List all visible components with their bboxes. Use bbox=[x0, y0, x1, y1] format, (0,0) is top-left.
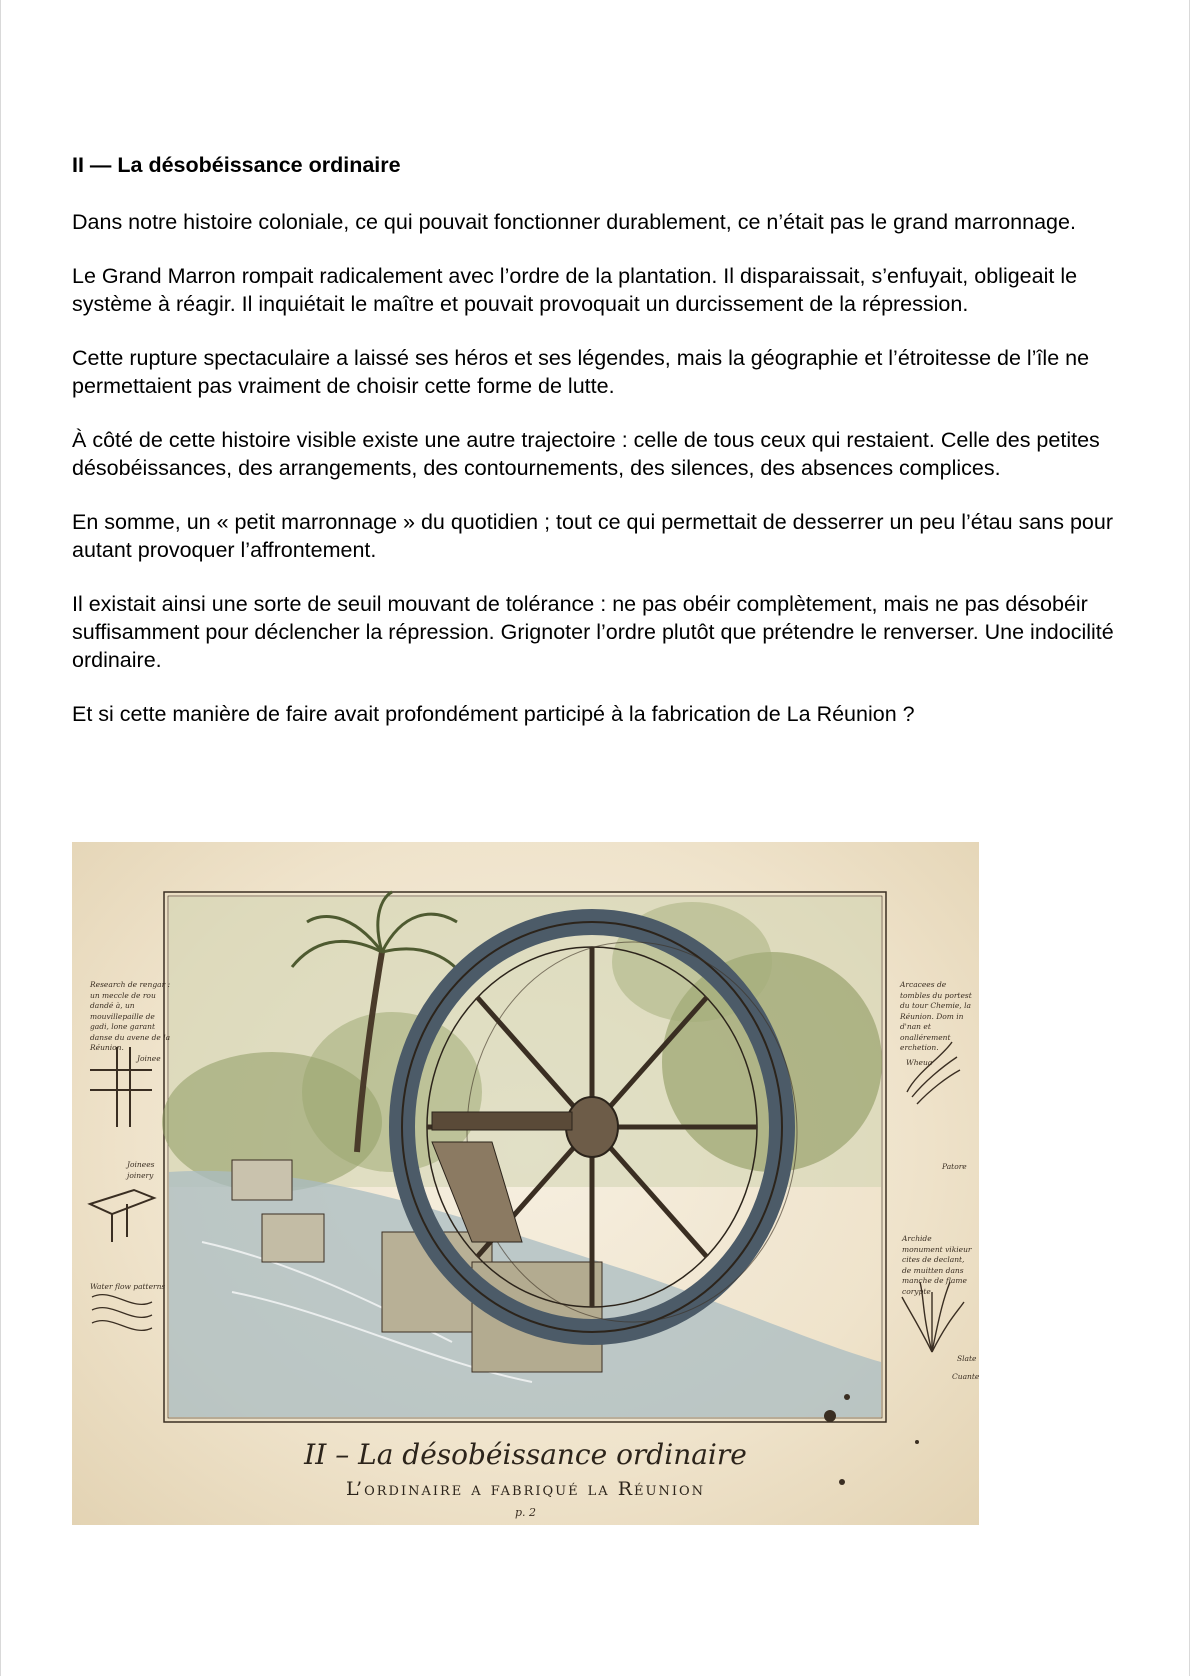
paragraph: Cette rupture spectaculaire a laissé ses héros et ses légendes, mais la géographie et l’étroitesse de l’île ne permettaient pas vraiment de choisir cette forme de lutte. bbox=[72, 346, 1090, 398]
section-heading: II — La désobéissance ordinaire bbox=[72, 153, 401, 177]
illustration-drawing bbox=[72, 842, 979, 1525]
right-note: Arcacees de tombles du portest du tour Chemie, la Réunion. Dom in d'nan et onallérement erchetion. bbox=[900, 980, 972, 1052]
illustration-page-label: p. 2 bbox=[514, 1506, 537, 1519]
water-flow-sketch bbox=[92, 1295, 152, 1331]
left-note: Water flow patterns bbox=[90, 1282, 166, 1291]
right-note: Slate bbox=[957, 1354, 977, 1363]
paragraph: À côté de cette histoire visible existe une autre trajectoire : celle de tous ceux qui restaient. Celle des petites désobéissances, des arrangements, des contournements, des silences, des absences complices. bbox=[72, 428, 1100, 480]
illustration-caption-title: II – La désobéissance ordinaire bbox=[304, 1438, 747, 1471]
paragraph: Le Grand Marron rompait radicalement avec l’ordre de la plantation. Il disparaissait, s’enfuyait, obligeait le système à réagir. Il inquiétait le maître et pouvait provoquait un durcissement de la répression. bbox=[72, 264, 1078, 316]
stone-block bbox=[262, 1214, 324, 1262]
page-edge bbox=[0, 0, 1, 1676]
axle bbox=[432, 1112, 572, 1130]
stone-block bbox=[232, 1160, 292, 1200]
paragraph: Et si cette manière de faire avait profondément participé à la fabrication de La Réunion ? bbox=[72, 702, 915, 726]
left-note: Joinee bbox=[137, 1054, 161, 1063]
left-note: Joinees joinery bbox=[127, 1160, 155, 1180]
right-note: Wheua bbox=[906, 1058, 933, 1067]
ink-splatter bbox=[824, 1410, 836, 1422]
right-note: Archide monument vikieur cites de declant, de muitten dans manche de flame corypte. bbox=[902, 1234, 972, 1296]
ink-splatter bbox=[844, 1394, 850, 1400]
paragraph: Dans notre histoire coloniale, ce qui pouvait fonctionner durablement, ce n’était pas le grand marronnage. bbox=[72, 210, 1076, 234]
right-note: Patore bbox=[942, 1162, 967, 1171]
left-note: Research de rengar : un meccle de rou dandé à, un mouvillepaille de gadi, lone garant danse du avene de la Réunion. bbox=[90, 980, 171, 1052]
right-note: Cuante bbox=[952, 1372, 979, 1381]
paragraph: Il existait ainsi une sorte de seuil mouvant de tolérance : ne pas obéir complètement, mais ne pas désobéir suffisamment pour déclencher la répression. Grignoter l’ordre plutôt que prétendre le renverser. Une indocilité ordinaire. bbox=[72, 592, 1114, 672]
paragraph: En somme, un « petit marronnage » du quotidien ; tout ce qui permettait de desserrer un peu l’étau sans pour autant provoquer l’affrontement. bbox=[72, 510, 1113, 562]
illustration-caption-subtitle: L’ordinaire a fabriqué la Réunion bbox=[345, 1478, 705, 1500]
document-body bbox=[72, 150, 1122, 754]
waterwheel-illustration bbox=[72, 842, 979, 1525]
joinery-sketch bbox=[90, 1047, 154, 1242]
